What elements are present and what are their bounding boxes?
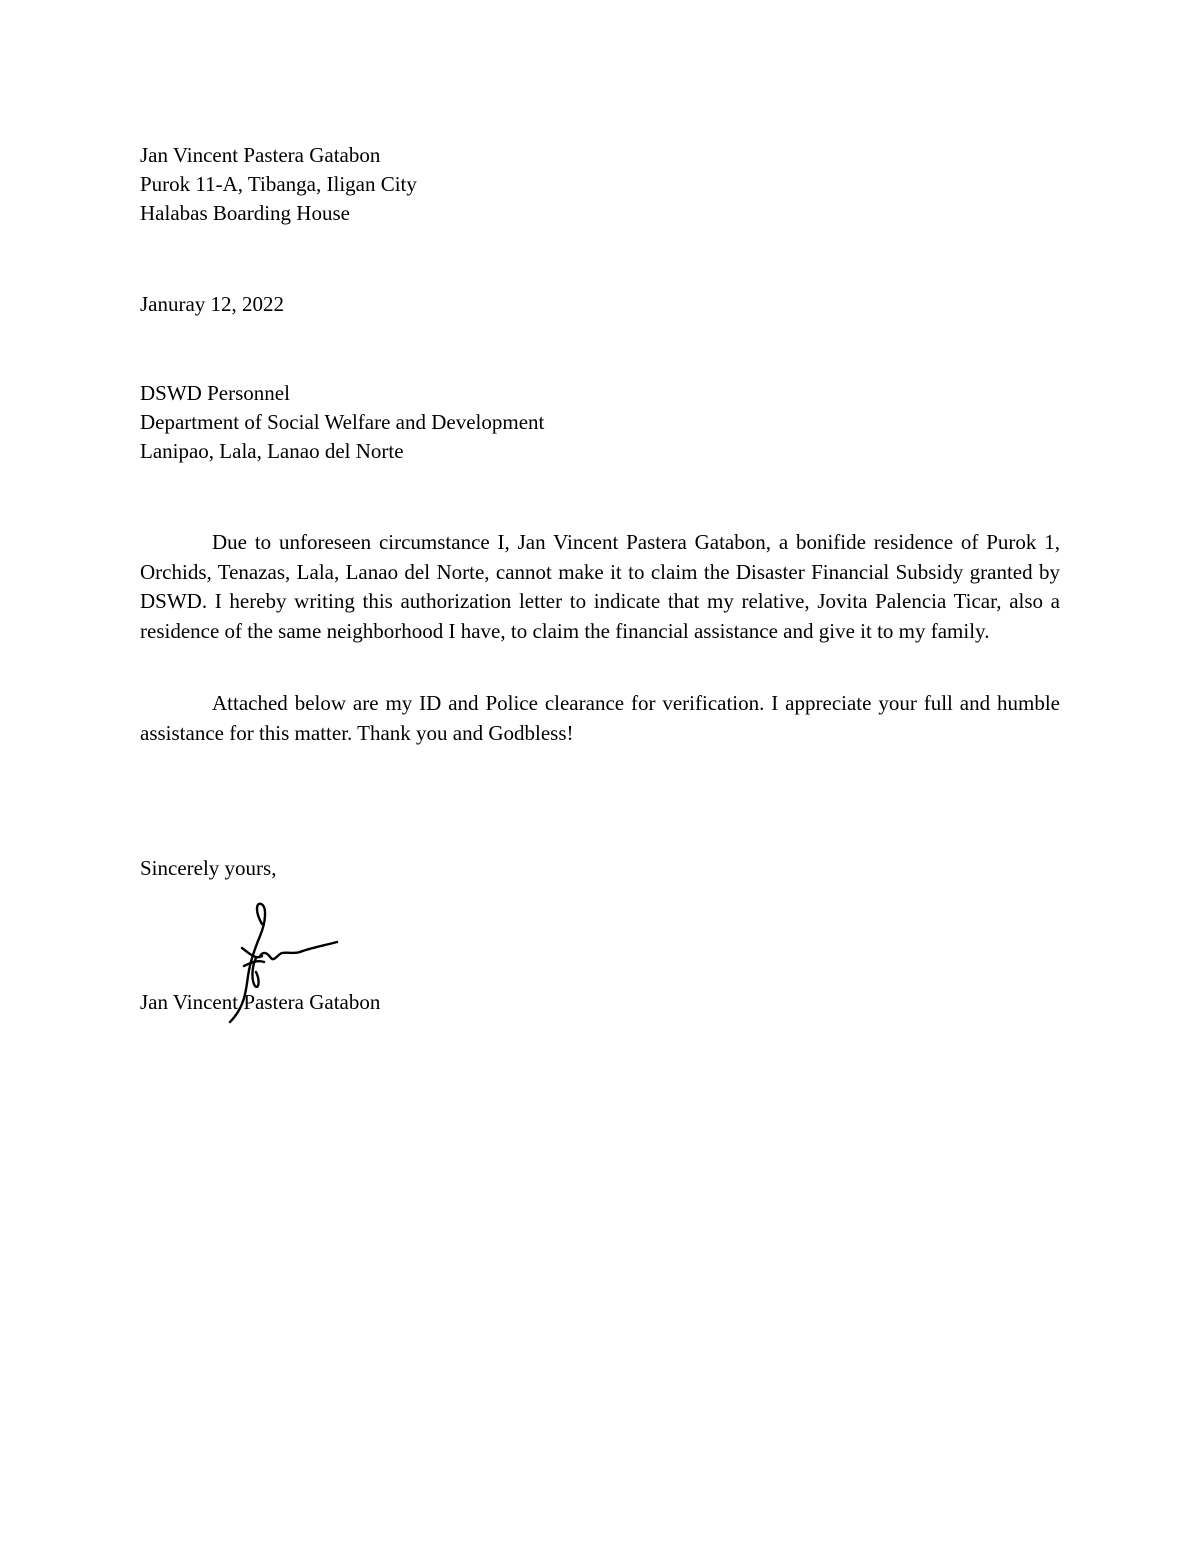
closing-salutation: Sincerely yours, (140, 856, 277, 880)
handwritten-signature (222, 896, 346, 1028)
sender-address-line1: Purok 11-A, Tibanga, Iligan City (140, 172, 417, 196)
signatory-name: Jan Vincent Pastera Gatabon (140, 990, 381, 1014)
sender-address-line2: Halabas Boarding House (140, 201, 350, 225)
sender-address-block (140, 141, 417, 228)
body-paragraph-1: Due to unforeseen circumstance I, Jan Vincent Pastera Gatabon, a bonifide residence of Purok 1, Orchids, Tenazas, Lala, Lanao del Norte, cannot make it to claim the Disaster Financial Subsidy granted by DSWD. I hereby writing this authorization letter to indicate that my relative, Jovita Palencia Ticar, also a residence of the same neighborhood I have, to claim the financial assistance and give it to my family. (140, 530, 1060, 643)
recipient-address: Lanipao, Lala, Lanao del Norte (140, 439, 404, 463)
recipient-address-block (140, 379, 544, 466)
recipient-title: DSWD Personnel (140, 381, 290, 405)
recipient-organization: Department of Social Welfare and Development (140, 410, 545, 434)
body-paragraph-2: Attached below are my ID and Police clearance for verification. I appreciate your full and humble assistance for this matter. Thank you and Godbless! (140, 691, 1060, 745)
letter-date: Januray 12, 2022 (140, 292, 285, 316)
sender-name: Jan Vincent Pastera Gatabon (140, 143, 381, 167)
